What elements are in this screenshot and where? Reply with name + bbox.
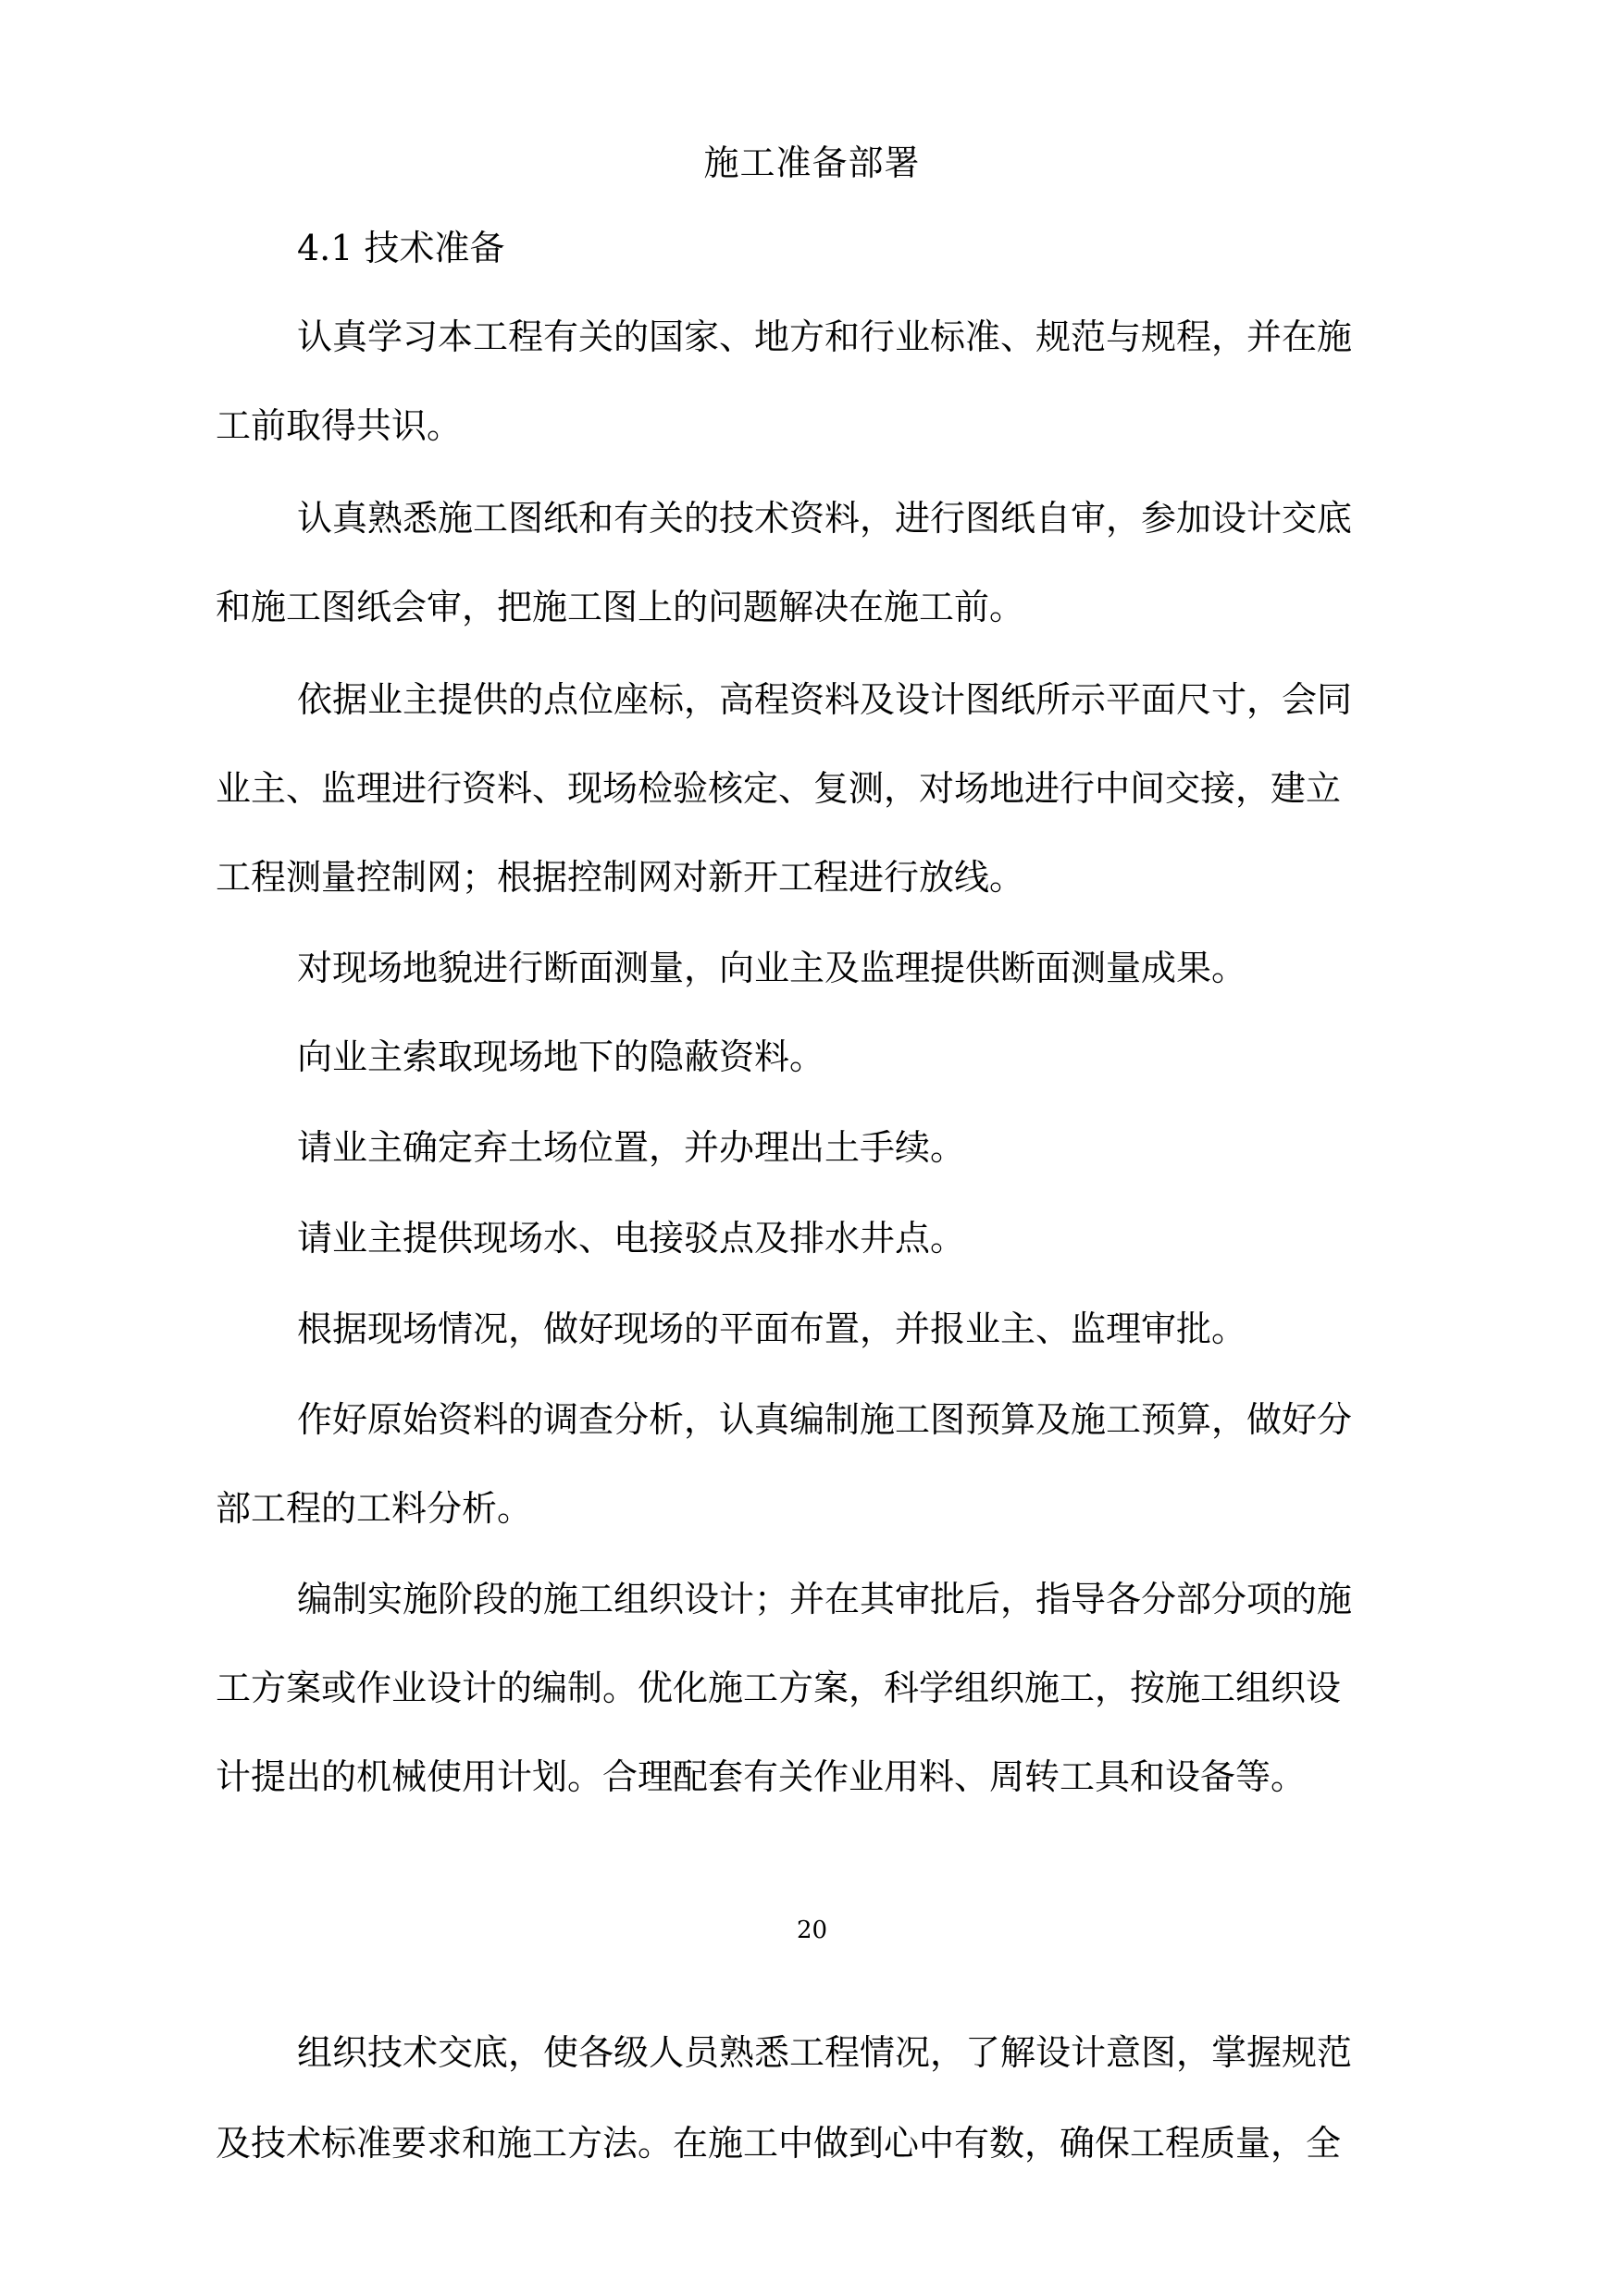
text-line: 向业主索取现场地下的隐蔽资料。 [297, 1036, 825, 1077]
text-line: 请业主提供现场水、电接驳点及排水井点。 [297, 1218, 966, 1259]
text-line: 工前取得共识。 [216, 405, 463, 446]
text-line: 对现场地貌进行断面测量，向业主及监理提供断面测量成果。 [297, 948, 1247, 988]
text-line: 组织技术交底，使各级人员熟悉工程情况，了解设计意图，掌握规范 [297, 2032, 1353, 2073]
text-line: 和施工图纸会审，把施工图上的问题解决在施工前。 [216, 587, 1025, 627]
text-line: 根据现场情况，做好现场的平面布置，并报业主、监理审批。 [297, 1309, 1247, 1349]
text-line: 依据业主提供的点位座标，高程资料及设计图纸所示平面尺寸，会同 [297, 679, 1353, 720]
text-line: 工方案或作业设计的编制。优化施工方案，科学组织施工，按施工组织设 [216, 1668, 1342, 1708]
text-line: 认真熟悉施工图纸和有关的技术资料，进行图纸自审，参加设计交底 [297, 498, 1353, 539]
text-line: 业主、监理进行资料、现场检验核定、复测，对场地进行中间交接，建立 [216, 768, 1342, 809]
text-line: 计提出的机械使用计划。合理配套有关作业用料、周转工具和设备等。 [216, 1756, 1307, 1797]
text-line: 部工程的工料分析。 [216, 1488, 533, 1529]
page-number: 20 [796, 1917, 828, 1944]
text-line: 及技术标准要求和施工方法。在施工中做到心中有数，确保工程质量，全 [216, 2123, 1342, 2164]
text-line: 编制实施阶段的施工组织设计；并在其审批后，指导各分部分项的施 [297, 1579, 1353, 1619]
section-heading: 4.1 技术准备 [297, 228, 505, 268]
text-line: 请业主确定弃土场位置，并办理出土手续。 [297, 1127, 966, 1168]
text-line: 作好原始资料的调查分析，认真编制施工图预算及施工预算，做好分 [297, 1399, 1353, 1440]
text-line: 工程测量控制网；根据控制网对新开工程进行放线。 [216, 857, 1025, 898]
page-title: 施工准备部署 [703, 143, 921, 183]
text-line: 认真学习本工程有关的国家、地方和行业标准、规范与规程，并在施 [297, 316, 1353, 357]
